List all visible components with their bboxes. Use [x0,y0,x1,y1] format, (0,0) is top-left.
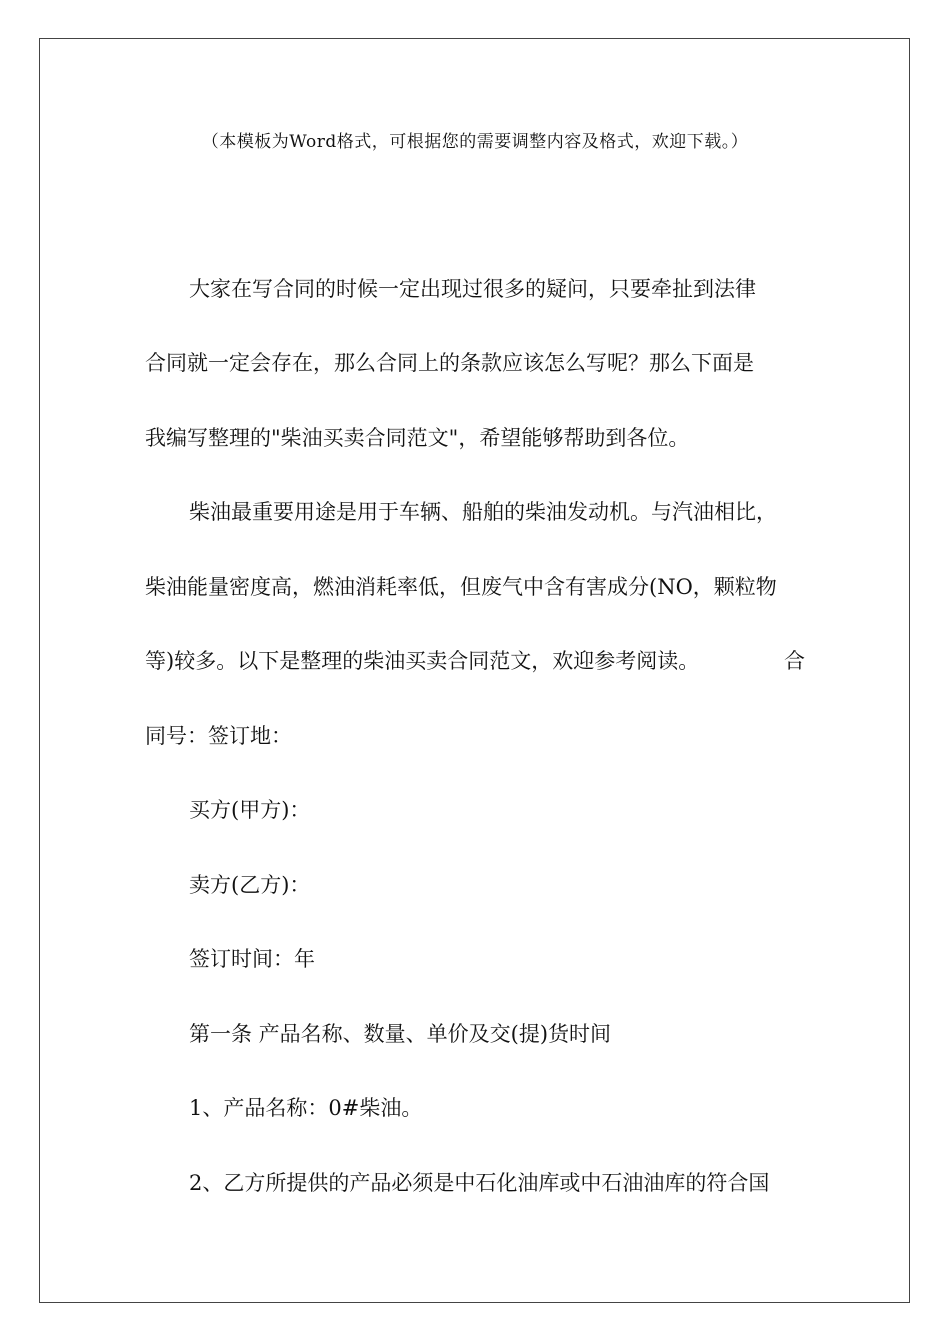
article-1-heading: 第一条 产品名称、数量、单价及交(提)货时间 [189,1022,612,1046]
paragraph-1-line-2: 合同就一定会存在，那么合同上的条款应该怎么写呢？那么下面是 [145,351,754,375]
paragraph-2-line-3 [145,646,805,676]
signing-time-line: 签订时间：年 [189,947,315,971]
buyer-line: 买方(甲方)： [189,798,311,822]
seller-line: 卖方(乙方)： [189,873,311,897]
product-name-line: 1、产品名称：0#柴油。 [189,1096,423,1120]
contract-number-line: 同号：签订地： [145,724,292,748]
paragraph-2-line-2: 柴油能量密度高，燃油消耗率低，但废气中含有害成分(NO，颗粒物 [145,575,777,599]
product-requirement-line: 2、乙方所提供的产品必须是中石化油库或中石油油库的符合国 [189,1171,770,1195]
paragraph-2-line-3-tail: 合 [784,649,805,673]
paragraph-2-line-3-text: 等)较多。以下是整理的柴油买卖合同范文，欢迎参考阅读。 [145,649,700,673]
paragraph-1-line-1: 大家在写合同的时候一定出现过很多的疑问，只要牵扯到法律 [189,277,756,301]
paragraph-2-line-1: 柴油最重要用途是用于车辆、船舶的柴油发动机。与汽油相比， [189,500,777,524]
paragraph-1-line-3: 我编写整理的"柴油买卖合同范文"，希望能够帮助到各位。 [145,426,690,450]
template-note: （本模板为Word格式，可根据您的需要调整内容及格式，欢迎下载。） [201,132,749,152]
